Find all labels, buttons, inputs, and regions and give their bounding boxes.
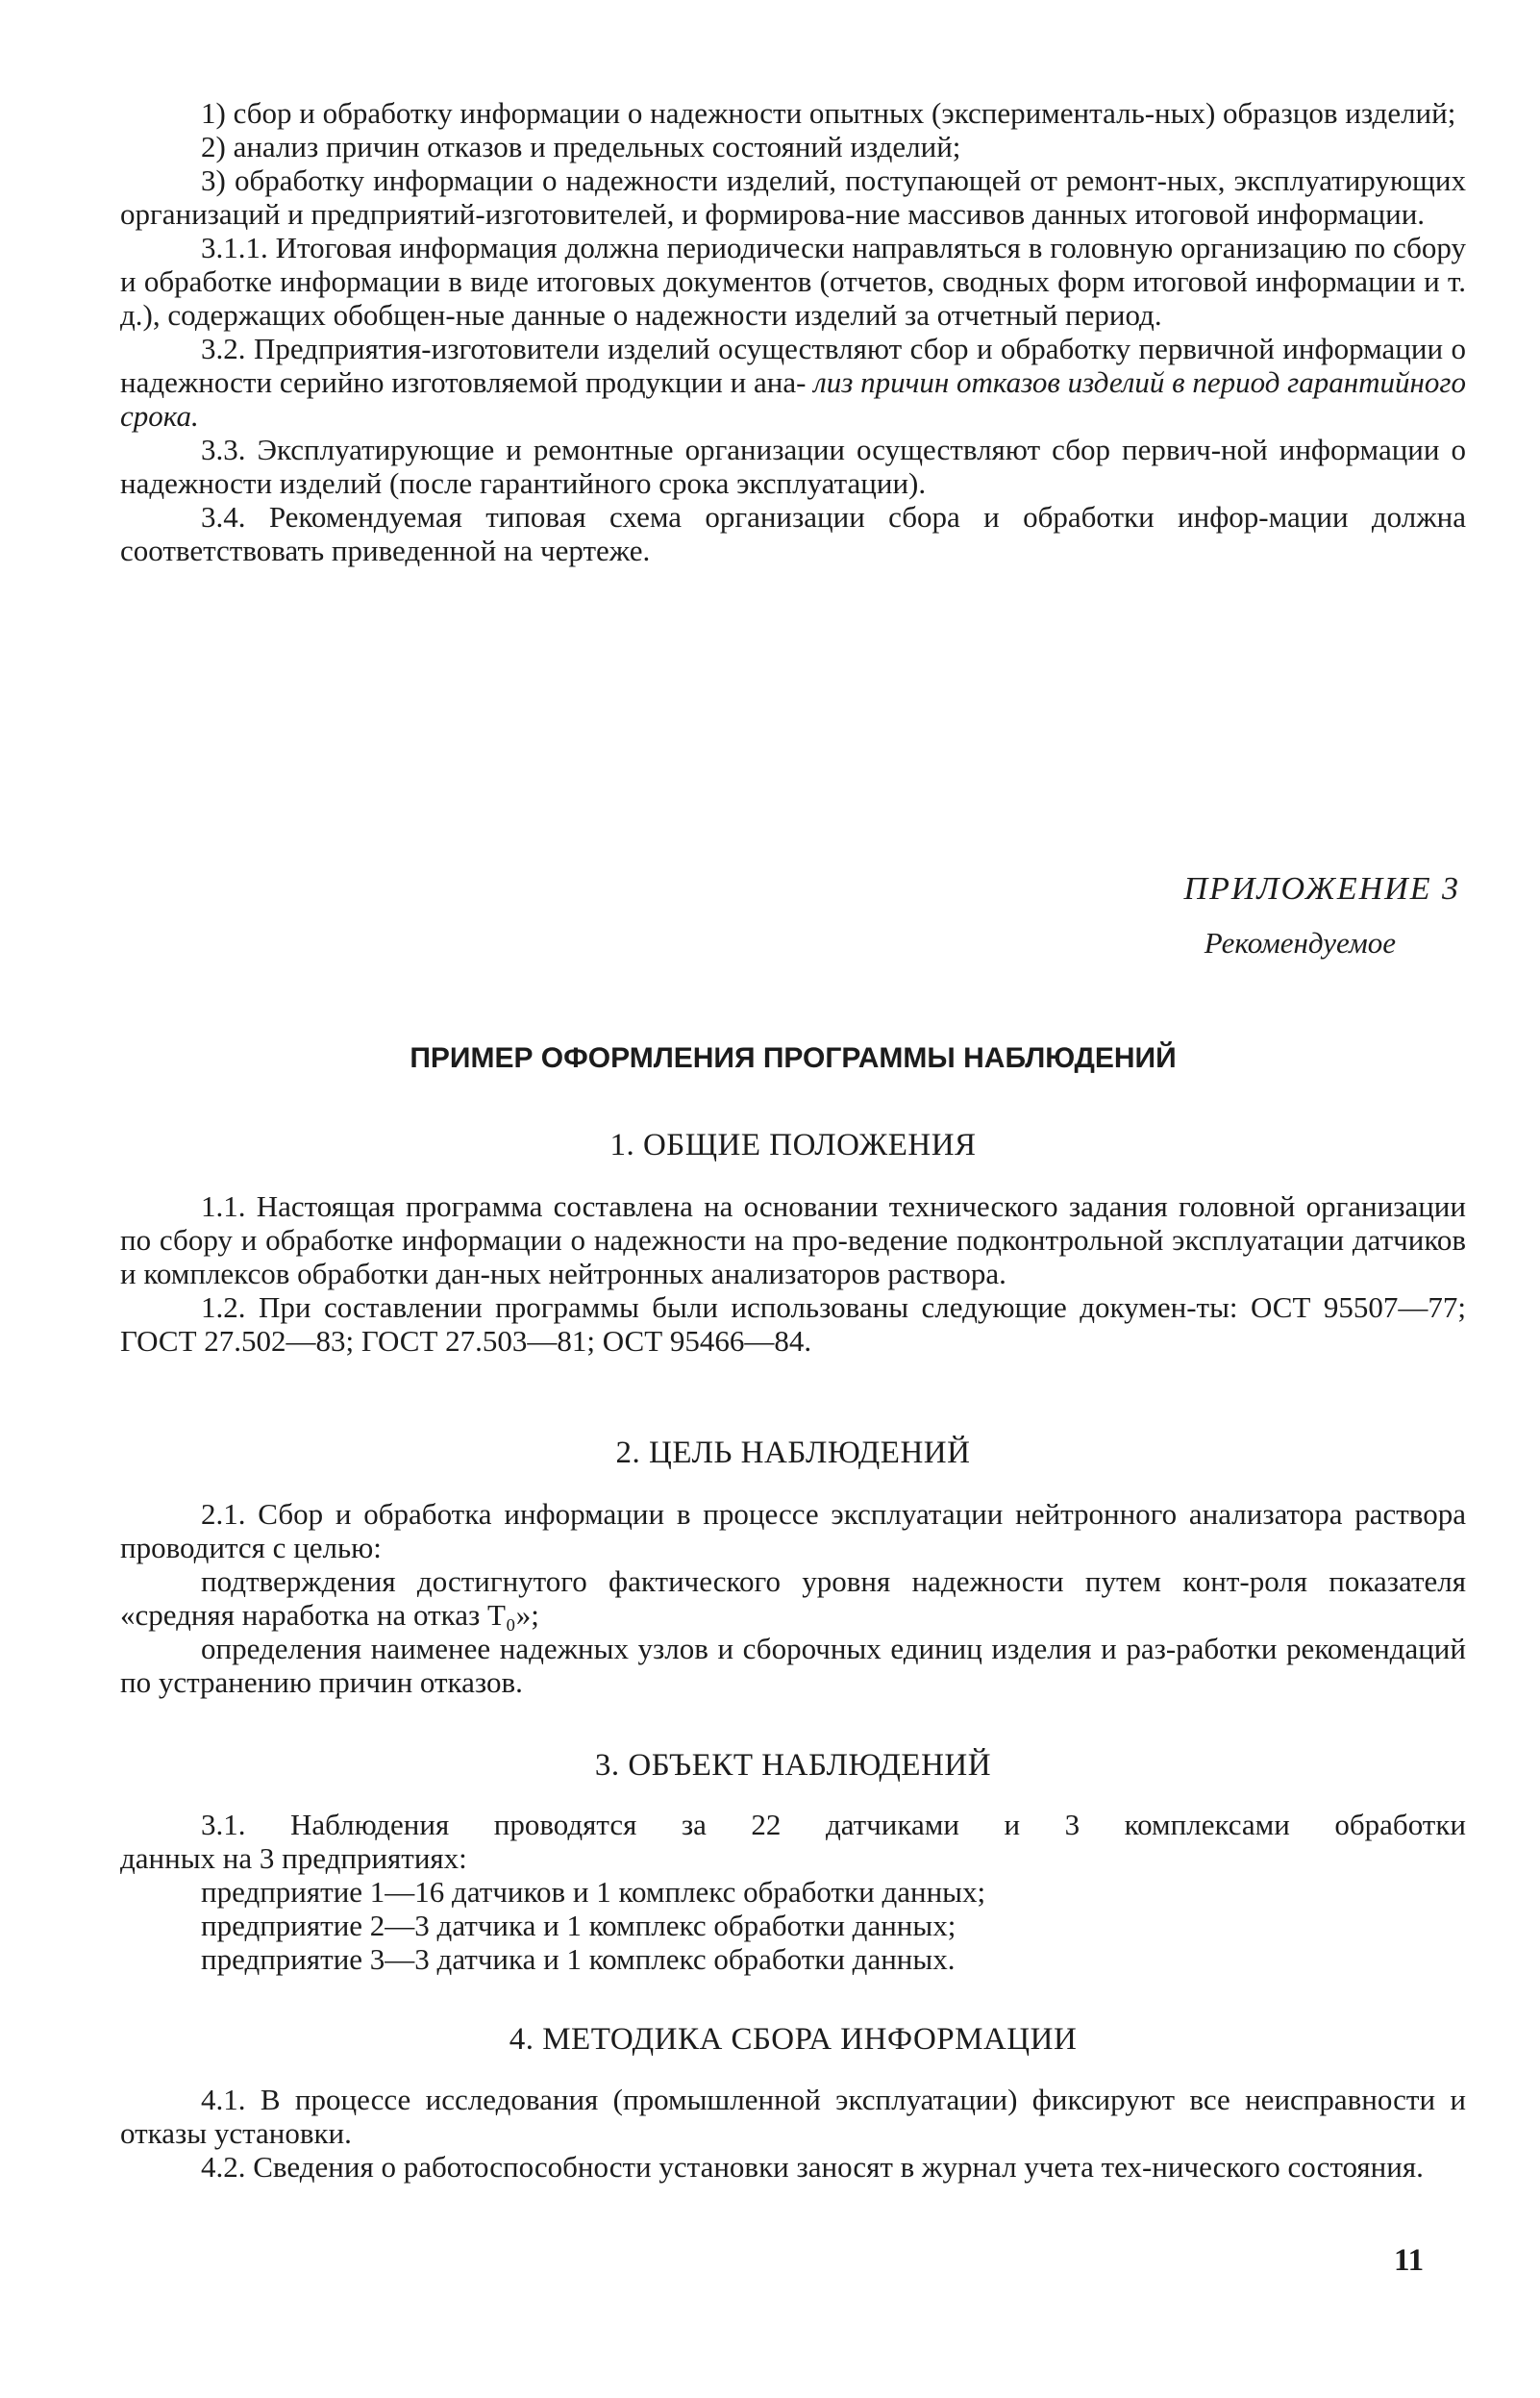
paragraph: 2.1. Сбор и обработка информации в процессе эксплуатации нейтронного анализатора раствора проводится с целью:	[120, 1497, 1466, 1564]
section-heading: 4. МЕТОДИКА СБОРА ИНФОРМАЦИИ	[509, 2022, 1078, 2057]
paragraph: 4.1. В процессе исследования (промышленной эксплуатации) фиксируют все неисправности и отказы установки.	[120, 2083, 1466, 2150]
paragraph: 3.1.1. Итоговая информация должна периодически направляться в головную организацию по сбору и обработке информации в виде итоговых документов (отчетов, сводных форм итоговой информации и т. д.), содержащих обобщен-ные данные о надежности изделий за отчетный период.	[120, 231, 1466, 332]
paragraph: 3) обработку информации о надежности изделий, поступающей от ремонт-ных, эксплуатирующих организаций и предприятий-изготовителей, и формирова-ние массивов данных итоговой информации.	[120, 163, 1466, 231]
paragraph	[120, 332, 1466, 433]
paragraph: 3.3. Эксплуатирующие и ремонтные организации осуществляют сбор первич-ной информации о надежности изделий (после гарантийного срока эксплуатации).	[120, 433, 1466, 500]
paragraph: 2) анализ причин отказов и предельных состояний изделий;	[201, 130, 961, 163]
list-item: предприятие 3—3 датчика и 1 комплекс обработки данных.	[201, 1942, 956, 1976]
section-body	[120, 1808, 1466, 1976]
section-body	[120, 1189, 1466, 1358]
paragraph: 3.4. Рекомендуемая типовая схема организации сбора и обработки инфор-мации должна соответствовать приведенной на чертеже.	[120, 500, 1466, 567]
paragraph: 3.1. Наблюдения проводятся за 22 датчиками и 3 комплексами обработки	[201, 1808, 1466, 1841]
section-body	[120, 1497, 1466, 1699]
paragraph-italic-text: лиз причин отказов изделий в период гарантийного срока.	[120, 365, 1467, 433]
paragraph: 4.2. Сведения о работоспособности установки заносят в журнал учета тех-нического состояния.	[201, 2150, 1424, 2184]
top-text-block	[120, 96, 1466, 567]
section-heading: 2. ЦЕЛЬ НАБЛЮДЕНИЙ	[615, 1436, 971, 1470]
document-title: ПРИМЕР ОФОРМЛЕНИЯ ПРОГРАММЫ НАБЛЮДЕНИЙ	[410, 1042, 1177, 1074]
section-heading: 3. ОБЪЕКТ НАБЛЮДЕНИЙ	[594, 1748, 992, 1783]
paragraph: 1.2. При составлении программы были использованы следующие докумен-ты: ОСТ 95507—77; ГОСТ 27.502—83; ГОСТ 27.503—81; ОСТ 95466—84.	[120, 1290, 1466, 1358]
paragraph: 1) сбор и обработку информации о надежности опытных (эксперименталь-ных) образцов изделий;	[201, 96, 1456, 130]
list-item: предприятие 1—16 датчиков и 1 комплекс обработки данных;	[201, 1875, 986, 1909]
appendix-subtitle: Рекомендуемое	[1204, 926, 1396, 960]
section-heading: 1. ОБЩИЕ ПОЛОЖЕНИЯ	[609, 1128, 977, 1162]
paragraph: 1.1. Настоящая программа составлена на основании технического задания головной организации по сбору и обработке информации о надежности на про-ведение подконтрольной эксплуатации датчиков и комплексов обработки дан-ных нейтронных анализаторов раствора.	[120, 1189, 1466, 1290]
appendix-title: ПРИЛОЖЕНИЕ 3	[1183, 871, 1460, 907]
paragraph: данных на 3 предприятиях:	[120, 1841, 467, 1875]
paragraph: подтверждения достигнутого фактического уровня надежности путем конт-роля показателя «средняя наработка на отказ T₀»;	[120, 1564, 1466, 1632]
paragraph: определения наименее надежных узлов и сборочных единиц изделия и раз-работки рекомендаций по устранению причин отказов.	[120, 1632, 1466, 1699]
section-body	[120, 2083, 1466, 2184]
list-item: предприятие 2—3 датчика и 1 комплекс обработки данных;	[201, 1909, 956, 1942]
paragraph-text: 3.2. Предприятия-изготовители изделий осуществляют сбор и обработку первичной информации о надежности серийно изготовляемой продукции и ана-	[120, 332, 1466, 399]
page-number: 11	[1394, 2243, 1425, 2278]
